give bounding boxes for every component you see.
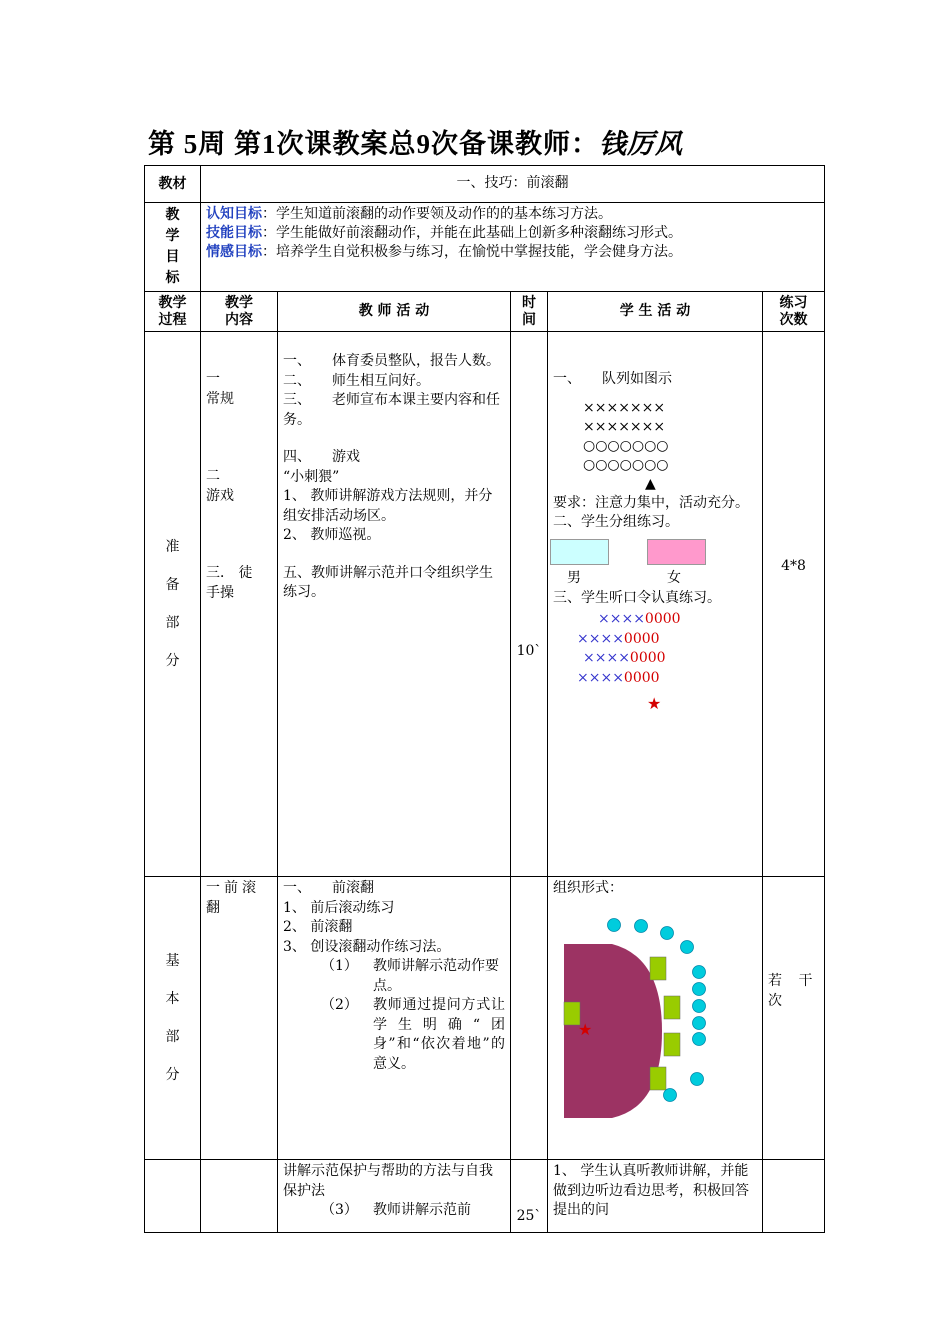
material-label: 教材: [145, 166, 201, 203]
header-reps: 练习次数: [763, 292, 825, 332]
prep-teacher: 一、 体育委员整队，报告人数。 二、 师生相互问好。 三、 老师宣布本课主要内容和任务。 四、 游戏 “小刺猥” 1、 教师讲解游戏方法规则，并分组安排活动场区。 2、 教师巡视。 五、教师讲解示范并口令组织学生练习。: [278, 332, 511, 877]
mat-block: [664, 996, 680, 1019]
basic-label: 基本部分: [145, 877, 201, 1160]
goals-cell: [201, 203, 825, 292]
goal-skill: 技能目标：学生能做好前滚翻动作，并能在此基础上创新多种滚翻练习形式。: [206, 225, 682, 241]
last-reps: [763, 1160, 825, 1233]
basic-student: 组织形式： ★: [548, 877, 763, 1160]
mat-block: [650, 957, 666, 980]
header-time: 时间: [511, 292, 548, 332]
prep-content: 一 常规 二 游戏 三． 徒 手操: [201, 332, 278, 877]
mat-block: [664, 1033, 680, 1056]
drill-formation: ××××0000: [598, 611, 681, 627]
last-time: 25`: [511, 1160, 548, 1233]
last-teacher: 讲解示范保护与帮助的方法与自我保护法 （3） 教师讲解示范前: [278, 1160, 511, 1233]
lesson-plan-table: [144, 165, 825, 1233]
basic-content: 一前滚翻: [201, 877, 278, 1160]
header-content: 教学内容: [201, 292, 278, 332]
last-label: [145, 1160, 201, 1233]
organization-diagram: [554, 907, 759, 1137]
header-process: 教学过程: [145, 292, 201, 332]
header-teacher: 教 师 活 动: [278, 292, 511, 332]
prep-student: 一、 队列如图示 ××××××× ××××××× ○○○○○○○ ○○○○○○○ ▲ 要求：注意力集中，活动充分。 二、学生分组练习。 男 女 三、学生听口令认真练习。 ××××0000 ××××0000 ××××0000 ××××0000 ★: [548, 332, 763, 877]
teacher-marker: ▲: [645, 475, 656, 492]
prep-reps: 4*8: [763, 332, 825, 877]
last-student: 1、 学生认真听教师讲解，并能做到边听边看边思考，积极回答提出的问: [548, 1160, 763, 1233]
goals-label: 教学目标: [145, 203, 201, 292]
goal-cognitive: 认知目标：学生知道前滚翻的动作要领及动作的的基本练习方法。: [206, 206, 612, 222]
formation: ××××××× ××××××× ○○○○○○○ ○○○○○○○ ▲: [553, 399, 757, 494]
goal-emotion: 情感目标：培养学生自觉积极参与练习，在愉悦中掌握技能，学会健身方法。: [206, 244, 682, 260]
teacher-name: 钱厉风: [599, 129, 683, 160]
boys-area: [550, 539, 609, 565]
last-content: [201, 1160, 278, 1233]
star-marker: ★: [578, 1020, 593, 1039]
girls-area: [647, 539, 706, 565]
page-title: 第 5周 第1次课教案总9次备课教师：钱厉风: [148, 129, 683, 160]
basic-time: [511, 877, 548, 1160]
boys-label: 男: [567, 569, 581, 586]
basic-teacher: 一、 前滚翻 1、 前后滚动练习 2、 前滚翻 3、 创设滚翻动作练习法。 （1） 教师讲解示范动作要点。 （2） 教师通过提问方式让学生明确“团身”和“依次着地”的意义。: [278, 877, 511, 1160]
prep-label: 准备部分: [145, 332, 201, 877]
prep-time: 10`: [511, 332, 548, 877]
basic-reps: 若 干次: [763, 877, 825, 1160]
mat-block: [650, 1067, 666, 1090]
girls-label: 女: [667, 569, 681, 586]
star-marker: ★: [647, 694, 662, 713]
material-value: 一、技巧：前滚翻: [201, 166, 825, 203]
header-student: 学 生 活 动: [548, 292, 763, 332]
